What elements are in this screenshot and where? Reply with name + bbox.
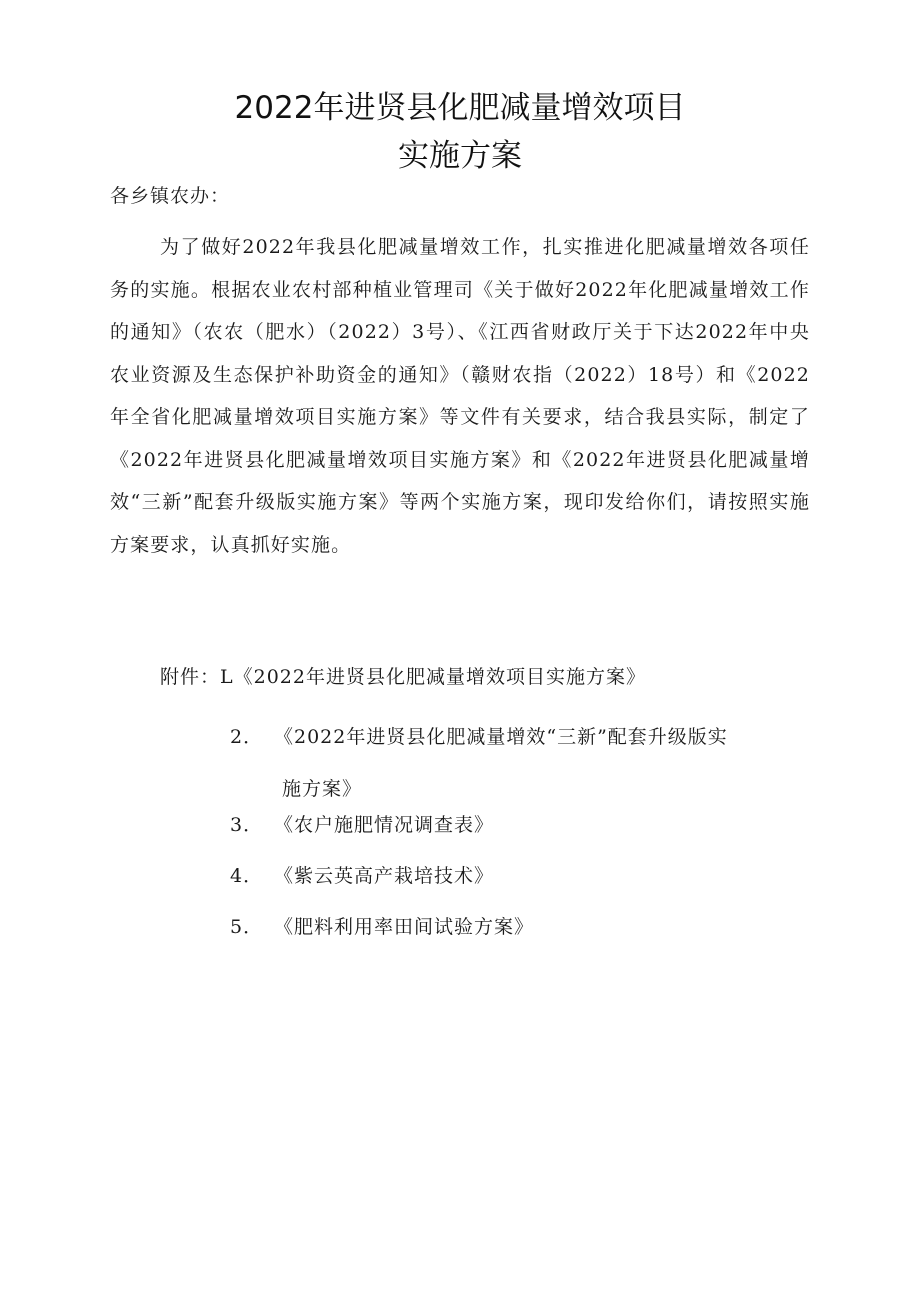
document-title-line1: 2022年进贤县化肥减量增效项目 (234, 90, 686, 126)
attachment-title: 《肥料利用率田间试验方案》 (274, 916, 535, 938)
salutation: 各乡镇农办： (110, 185, 231, 207)
attachment-number: 4． (230, 865, 264, 887)
attachment-item-4 (230, 863, 494, 889)
body-paragraph: 为了做好2022年我县化肥减量增效工作，扎实推进化肥减量增效各项任务的实施。根据农业农村部种植业管理司《关于做好2022年化肥减量增效工作的通知》（农农（肥水）（2022）3号）、《江西省财政厅关于下达2022年中央农业资源及生态保护补助资金的通知》（赣财农指（2022）18号）和《2022年全省化肥减量增效项目实施方案》等文件有关要求，结合我县实际，制定了《2022年进贤县化肥减量增效项目实施方案》和《2022年进贤县化肥减量增效“三新”配套升级版实施方案》等两个实施方案，现印发给你们，请按照实施方案要求，认真抓好实施。 (110, 236, 810, 556)
attachment-number: 2． (230, 726, 264, 748)
attachment-title: 《2022年进贤县化肥减量增效“三新”配套升级版实 (274, 726, 728, 748)
attachment-item-1: 附件：L《2022年进贤县化肥减量增效项目实施方案》 (160, 666, 646, 688)
attachment-item-5 (230, 914, 534, 940)
attachment-item-2 (230, 711, 812, 815)
attachment-title-continued: 施方案》 (282, 778, 363, 800)
attachment-title: 《农户施肥情况调查表》 (274, 814, 495, 836)
attachment-number: 5． (230, 916, 264, 938)
attachment-title: 《紫云英高产栽培技术》 (274, 865, 495, 887)
document-title-line2: 实施方案 (398, 138, 522, 174)
attachment-number: 3． (230, 814, 264, 836)
attachment-item-3 (230, 812, 494, 838)
